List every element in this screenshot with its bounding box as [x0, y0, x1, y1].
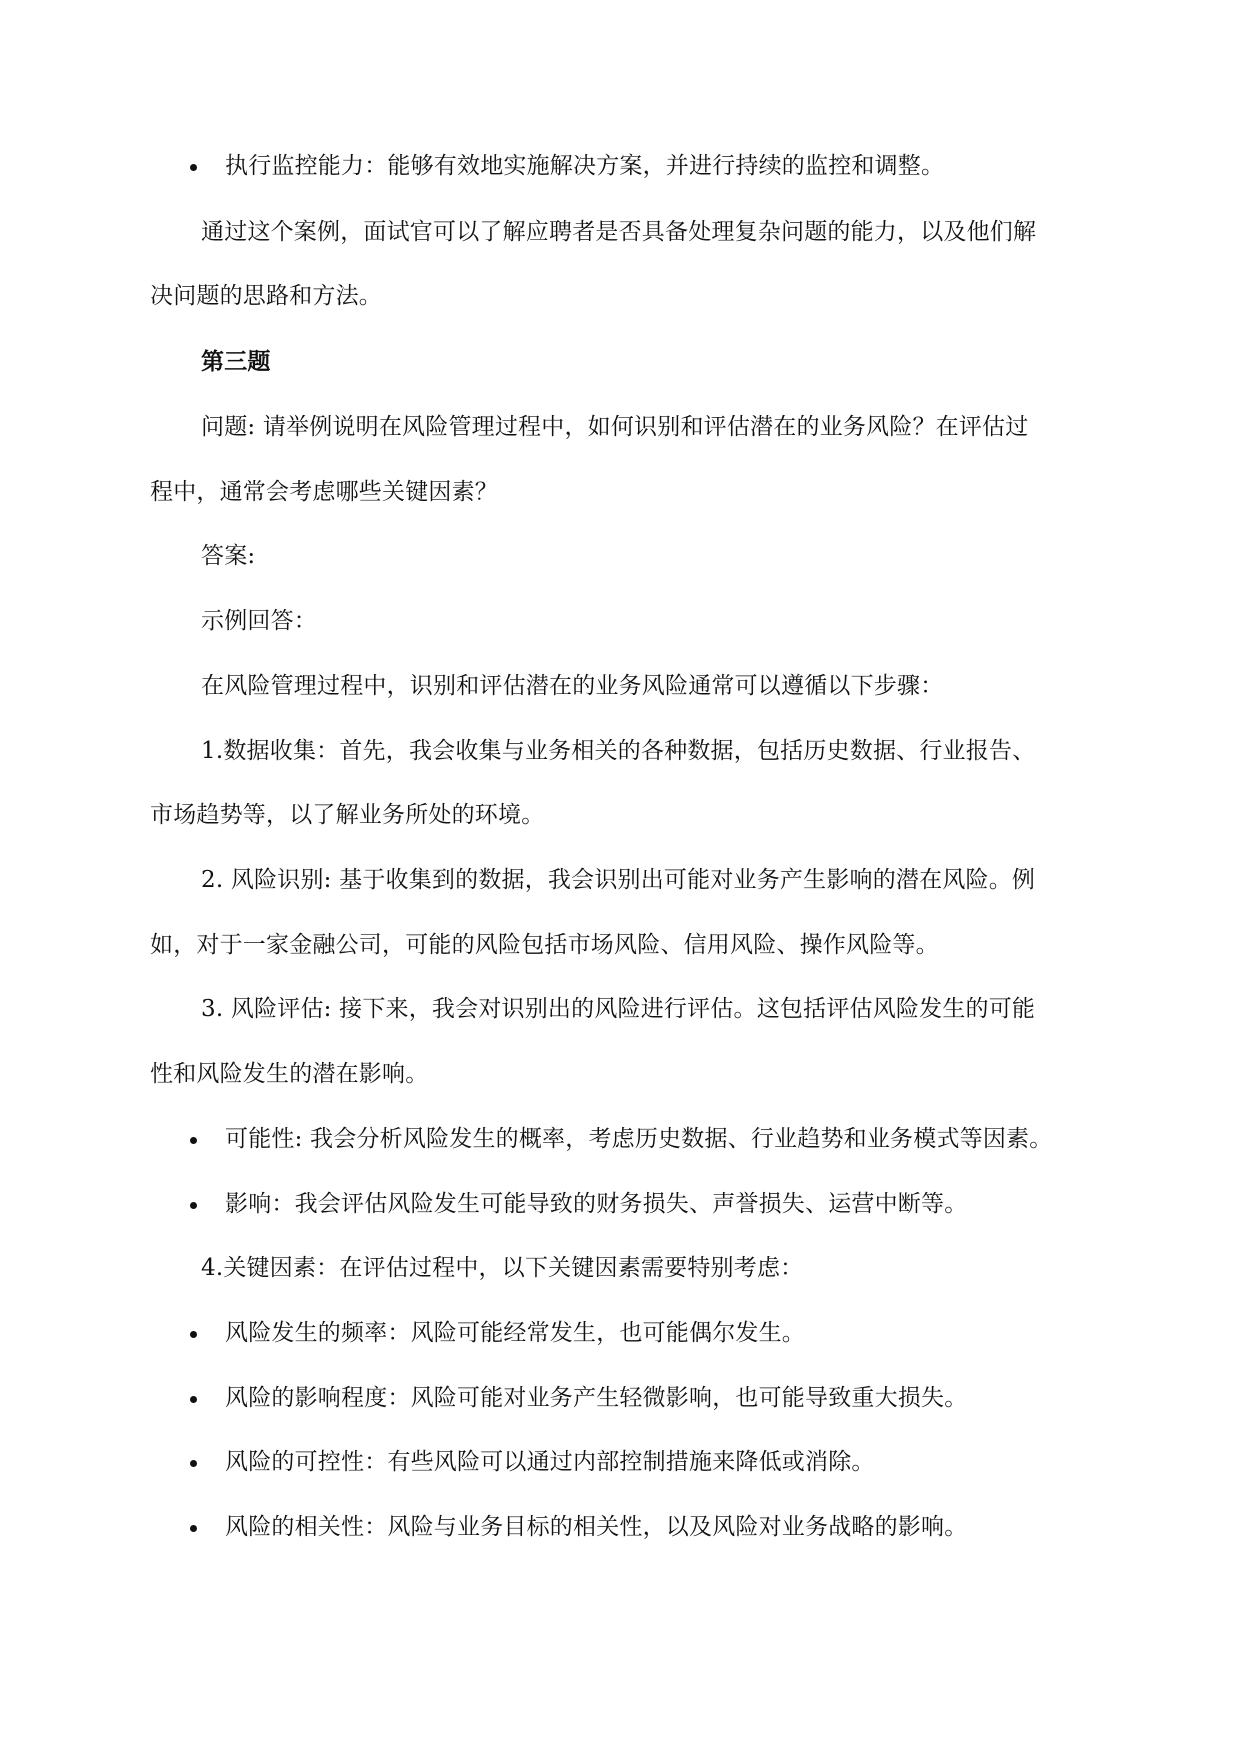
bullet-point [190, 1137, 197, 1144]
bullet-point [190, 1460, 197, 1467]
step-line: 如，对于一家金融公司，可能的风险包括市场风险、信用风险、操作风险等。 [150, 932, 939, 958]
bullet-point [190, 1331, 197, 1338]
bullet-text: 风险的影响程度：风险可能对业务产生轻微影响，也可能导致重大损失。 [225, 1385, 968, 1411]
paragraph-line: 决问题的思路和方法。 [150, 283, 382, 309]
bullet-point [190, 164, 197, 171]
answer-label: 答案: [201, 543, 256, 569]
bullet-text: 影响：我会评估风险发生可能导致的财务损失、声誉损失、运营中断等。 [225, 1191, 968, 1217]
step-line: 1.数据收集：首先，我会收集与业务相关的各种数据，包括历史数据、行业报告、 [201, 738, 1036, 764]
bullet-point [190, 1396, 197, 1403]
bullet-text: 风险的可控性：有些风险可以通过内部控制措施来降低或消除。 [225, 1449, 875, 1475]
question-line: 程中，通常会考虑哪些关键因素？ [150, 479, 498, 505]
question-line: 问题: 请举例说明在风险管理过程中，如何识别和评估潜在的业务风险？在评估过 [201, 414, 1029, 440]
bullet-text: 风险发生的频率：风险可能经常发生，也可能偶尔发生。 [225, 1320, 805, 1346]
bullet-point [190, 1202, 197, 1209]
step-line: 2. 风险识别: 基于收集到的数据，我会识别出可能对业务产生影响的潜在风险。例 [201, 867, 1036, 893]
bullet-text: 可能性: 我会分析风险发生的概率，考虑历史数据、行业趋势和业务模式等因素。 [225, 1126, 1053, 1152]
bullet-text: 风险的相关性：风险与业务目标的相关性，以及风险对业务战略的影响。 [225, 1514, 968, 1540]
step-line: 性和风险发生的潜在影响。 [150, 1061, 429, 1087]
paragraph-line: 在风险管理过程中，识别和评估潜在的业务风险通常可以遵循以下步骤： [201, 673, 944, 699]
step-line: 3. 风险评估: 接下来，我会对识别出的风险进行评估。这包括评估风险发生的可能 [201, 996, 1036, 1022]
paragraph-line: 通过这个案例，面试官可以了解应聘者是否具备处理复杂问题的能力，以及他们解 [201, 219, 1037, 245]
example-answer-label: 示例回答： [201, 608, 317, 634]
bullet-text: 执行监控能力：能够有效地实施解决方案，并进行持续的监控和调整。 [225, 153, 945, 179]
step-line: 市场趋势等，以了解业务所处的环境。 [150, 802, 545, 828]
step-line: 4.关键因素：在评估过程中，以下关键因素需要特别考虑： [201, 1255, 804, 1281]
section-heading: 第三题 [201, 348, 271, 375]
bullet-point [190, 1525, 197, 1532]
